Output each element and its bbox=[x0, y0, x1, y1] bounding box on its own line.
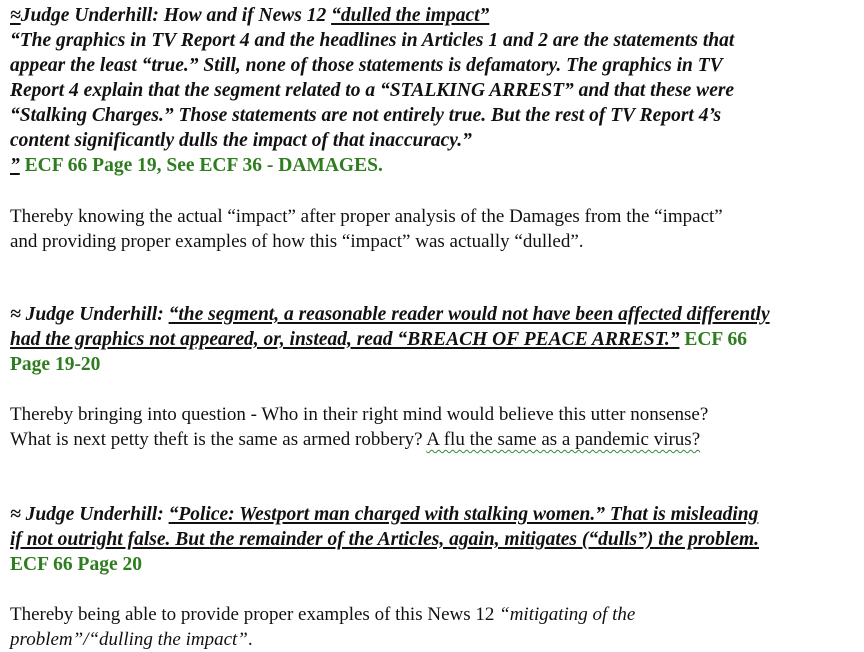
section1-quote-line: Report 4 explain that the segment related to a “STALKING ARREST” and that these were bbox=[10, 80, 735, 101]
section3-heading-line1 bbox=[10, 502, 758, 527]
section3-judge-label: Judge Underhill: bbox=[20, 504, 169, 525]
section1-quote-line: content significantly dulls the impact of that inaccuracy.” bbox=[10, 130, 472, 151]
section2-heading-line2 bbox=[10, 327, 747, 352]
section2-commentary-line2 bbox=[10, 427, 700, 452]
section3-commentary-line2 bbox=[10, 627, 253, 652]
approx-symbol: ≈ bbox=[10, 304, 21, 325]
section3-quote-line2: if not outright false. But the remainder of the Articles, again, mitigates (“dulls”) the problem. bbox=[10, 529, 759, 550]
section2-heading-line1 bbox=[10, 302, 770, 327]
section3-quote-line1: “Police: Westport man charged with stalking women.” That is misleading bbox=[168, 504, 759, 525]
section2-quote-line2: had the graphics not appeared, or, instead, read “BREACH OF PEACE ARREST.” bbox=[10, 329, 680, 350]
section1-quote-line: “The graphics in TV Report 4 and the headlines in Articles 1 and 2 are the statements that bbox=[10, 30, 735, 51]
section2-commentary-text: What is next petty theft is the same as armed robbery? bbox=[10, 429, 427, 450]
section1-commentary-line: Thereby knowing the actual “impact” after proper analysis of the Damages from the “impact” bbox=[10, 206, 723, 227]
grammar-flagged-text: A flu the same as a pandemic virus? bbox=[426, 429, 701, 450]
section3-commentary-line1 bbox=[10, 602, 635, 627]
section2-quote-line1: “the segment, a reasonable reader would not have been affected differently bbox=[168, 304, 770, 325]
closing-quote-mark: ” bbox=[10, 155, 20, 176]
section2-commentary-line1: Thereby bringing into question - Who in their right mind would believe this utter nonsense? bbox=[10, 404, 709, 425]
section2-citation-part2: Page 19-20 bbox=[10, 354, 101, 375]
section1-citation-line bbox=[10, 153, 383, 178]
section3-commentary-end: . bbox=[247, 629, 253, 650]
approx-symbol: ≈ bbox=[10, 504, 21, 525]
section2-citation-part1: ECF 66 bbox=[679, 329, 747, 350]
section3-heading-line2 bbox=[10, 527, 759, 552]
section1-title-quote: “dulled the impact” bbox=[331, 5, 490, 26]
section3-commentary-italic: “mitigating of the bbox=[499, 604, 636, 625]
section1-quote-line: appear the least “true.” Still, none of those statements is defamatory. The graphics in TV bbox=[10, 55, 723, 76]
section3-commentary-text: Thereby being able to provide proper examples of this News 12 bbox=[10, 604, 500, 625]
section1-commentary-line: and providing proper examples of how this “impact” was actually “dulled”. bbox=[10, 231, 584, 252]
approx-symbol: ≈ bbox=[10, 5, 21, 26]
section2-judge-label: Judge Underhill: bbox=[20, 304, 169, 325]
section1-citation: ECF 66 Page 19, See ECF 36 - DAMAGES. bbox=[19, 155, 383, 176]
section3-commentary-italic-2: problem”/“dulling the impact” bbox=[10, 629, 248, 650]
section1-judge-label: Judge Underhill: How and if News 12 bbox=[20, 5, 332, 26]
section1-quote-line: “Stalking Charges.” Those statements are not entirely true. But the rest of TV Report 4’s bbox=[10, 105, 722, 126]
section1-heading bbox=[10, 3, 489, 28]
section3-citation: ECF 66 Page 20 bbox=[10, 554, 142, 575]
